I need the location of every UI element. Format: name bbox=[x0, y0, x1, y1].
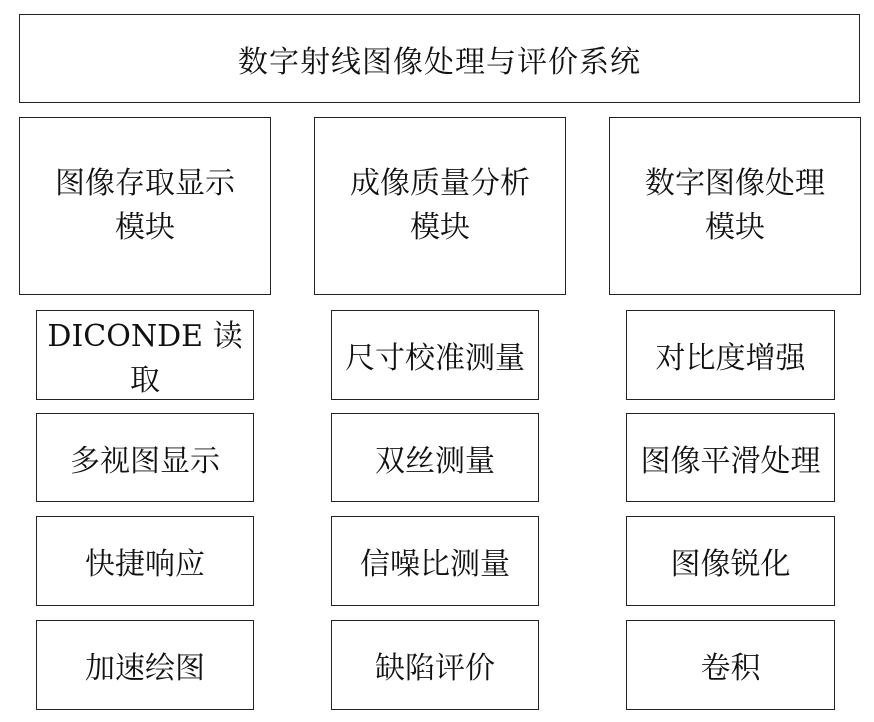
module-name-line1: 图像存取显示 bbox=[55, 166, 235, 201]
item-label: 对比度增强 bbox=[655, 341, 806, 376]
module-1-item bbox=[331, 620, 539, 710]
item-label: 缺陷评价 bbox=[375, 651, 495, 686]
item-label: 卷积 bbox=[700, 651, 761, 686]
module-name-line2: 模块 bbox=[705, 210, 765, 245]
system-title-box bbox=[19, 14, 860, 103]
module-2-item bbox=[626, 413, 835, 502]
module-2-item bbox=[626, 516, 835, 606]
item-label: 尺寸校准测量 bbox=[345, 341, 525, 376]
module-name-line2: 模块 bbox=[115, 210, 175, 245]
module-0-item bbox=[36, 310, 254, 400]
item-label: 多视图显示 bbox=[70, 443, 220, 479]
system-title: 数字射线图像处理与评价系统 bbox=[238, 44, 641, 80]
module-0-item bbox=[36, 620, 254, 710]
module-0-item bbox=[36, 413, 254, 502]
module-1-item bbox=[331, 516, 539, 606]
module-2-item bbox=[626, 620, 835, 710]
item-label: 信噪比测量 bbox=[360, 547, 510, 582]
item-label: 图像锐化 bbox=[670, 547, 791, 582]
module-0-item bbox=[36, 516, 254, 606]
item-label: 双丝测量 bbox=[375, 443, 495, 479]
item-label: 加速绘图 bbox=[85, 651, 205, 686]
module-name-line1: 成像质量分析 bbox=[350, 166, 530, 201]
module-digital-image-processing bbox=[609, 117, 861, 295]
item-label: 图像平滑处理 bbox=[640, 443, 821, 479]
module-name-line1: 数字图像处理 bbox=[645, 166, 825, 201]
module-imaging-quality-analysis bbox=[314, 117, 566, 295]
module-2-item bbox=[626, 310, 835, 400]
module-name-line2: 模块 bbox=[410, 210, 470, 245]
module-1-item bbox=[331, 413, 539, 502]
module-1-item bbox=[331, 310, 539, 400]
item-label: DICONDE 读取 bbox=[47, 319, 243, 398]
module-image-access-display bbox=[19, 117, 271, 295]
item-label: 快捷响应 bbox=[85, 547, 205, 582]
